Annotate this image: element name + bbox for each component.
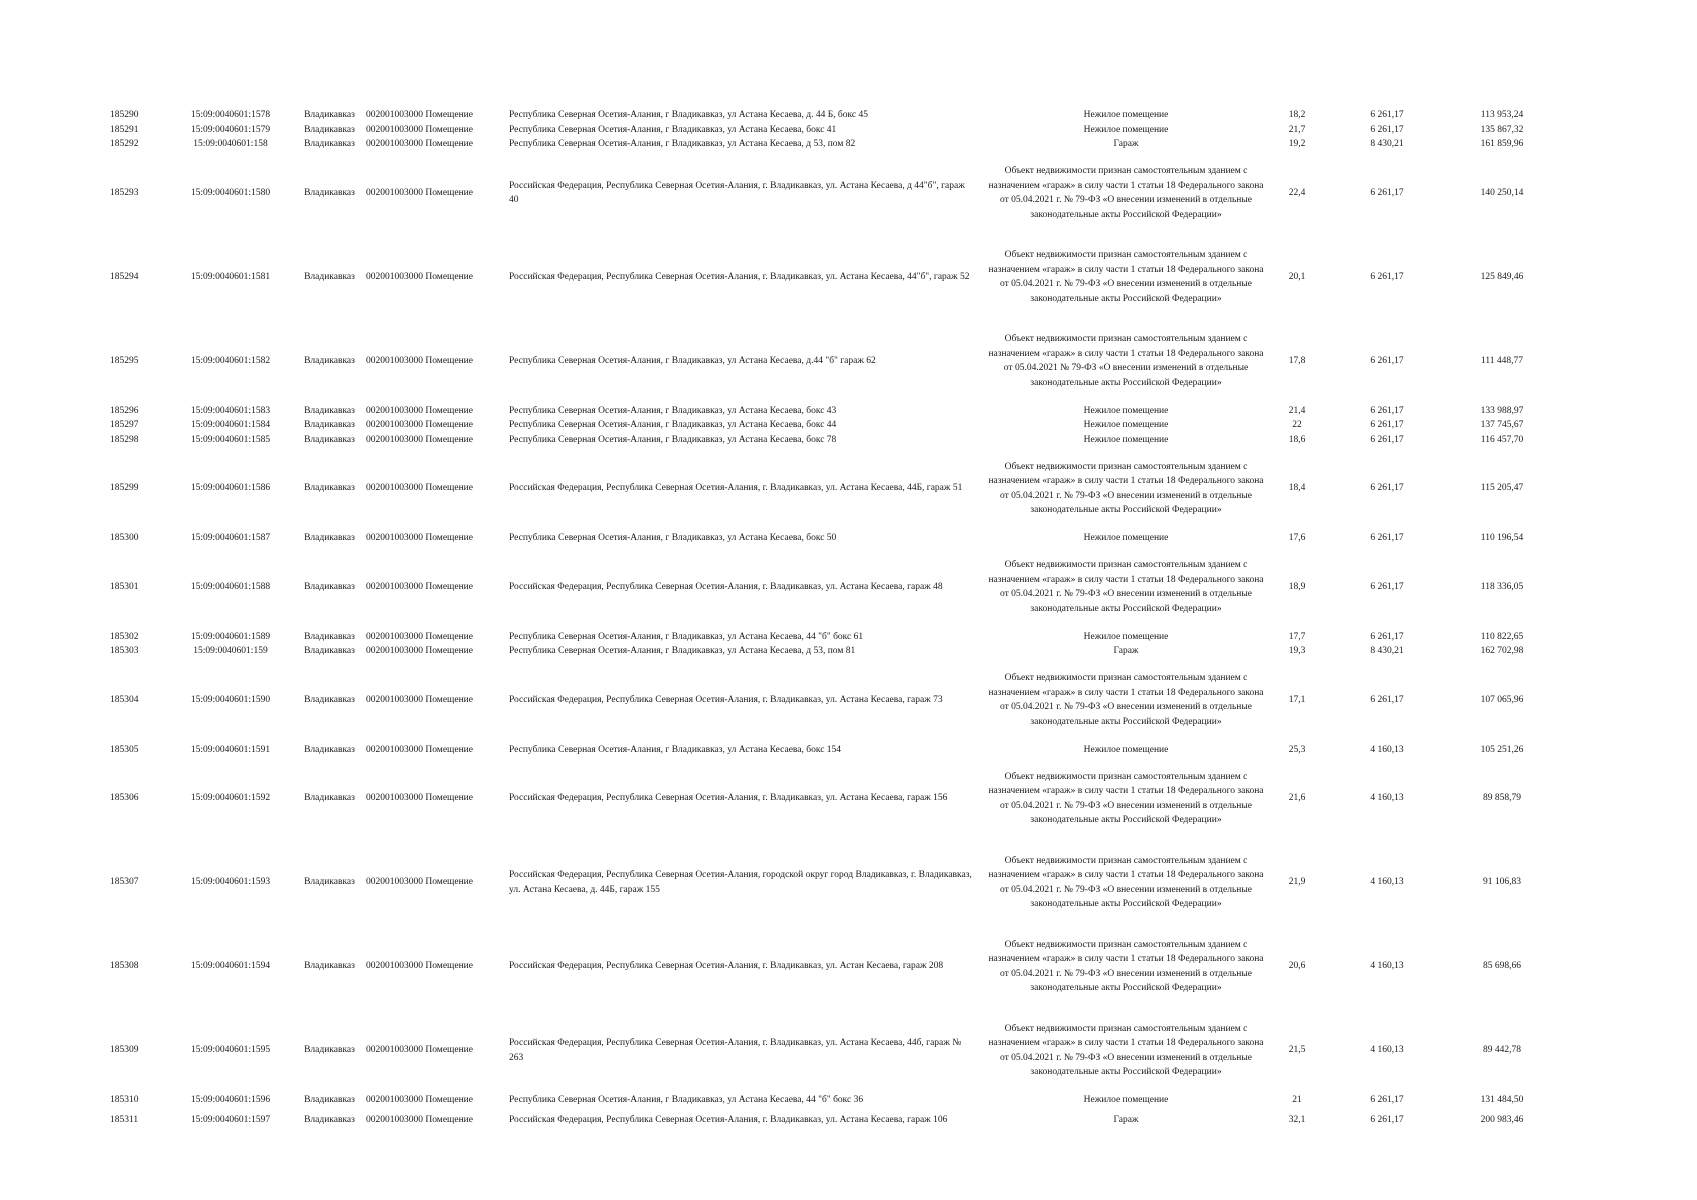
city-cell: Владикавказ bbox=[304, 124, 355, 135]
address-cell: Республика Северная Осетия-Алания, г Владикавказ, ул Астана Кесаева, бокс 154 bbox=[509, 744, 842, 755]
purpose-cell: Объект недвижимости признан самостоятельным зданием с назначением «гараж» в силу части 1 статьи 18 Федерального закона от 05.04.2021 г. № 79-ФЗ «О внесении изменений в отдельные законодательные акты Российской Федерации» bbox=[988, 461, 1264, 515]
cadastral-value-cell: 89 442,78 bbox=[1483, 1045, 1521, 1056]
rate-cell: 6 261,17 bbox=[1370, 1095, 1404, 1105]
area-cell: 19,3 bbox=[1288, 646, 1306, 656]
object-type-cell: 002001003000 Помещение bbox=[366, 581, 473, 592]
area-cell: 32,1 bbox=[1288, 1115, 1306, 1126]
area-cell: 17,6 bbox=[1288, 533, 1306, 543]
table-row bbox=[110, 743, 1557, 758]
object-type-cell: 002001003000 Помещение bbox=[366, 694, 473, 705]
rate-cell: 6 261,17 bbox=[1370, 581, 1404, 592]
rate-cell: 6 261,17 bbox=[1370, 694, 1404, 705]
cadastral-value-cell: 125 849,46 bbox=[1480, 271, 1524, 282]
rate-cell: 4 160,13 bbox=[1370, 961, 1404, 972]
object-type-cell: 002001003000 Помещение bbox=[366, 139, 473, 149]
purpose-cell: Нежилое помещение bbox=[1083, 110, 1169, 120]
row-number: 185306 bbox=[110, 793, 139, 804]
cadastral-value-cell: 110 196,54 bbox=[1480, 533, 1524, 543]
object-type-cell: 002001003000 Помещение bbox=[366, 1095, 473, 1105]
cadastral-number: 15:09:0040601:1590 bbox=[190, 694, 271, 705]
cadastral-value-cell: 131 484,50 bbox=[1480, 1095, 1524, 1105]
row-number: 185303 bbox=[110, 646, 139, 656]
address-cell: Республика Северная Осетия-Алания, г Владикавказ, ул Астана Кесаева, д 53, пом 82 bbox=[509, 139, 856, 149]
purpose-cell: Объект недвижимости признан самостоятельным зданием с назначением «гараж» в силу части 1 статьи 18 Федерального закона от 05.04.2021 г. № 79-ФЗ «О внесении изменений в отдельные законодательные акты Российской Федерации» bbox=[988, 250, 1264, 304]
object-type-cell: 002001003000 Помещение bbox=[366, 405, 473, 416]
city-cell: Владикавказ bbox=[304, 271, 355, 282]
row-number: 185296 bbox=[110, 405, 139, 416]
area-cell: 18,4 bbox=[1288, 483, 1306, 494]
object-type-cell: 002001003000 Помещение bbox=[366, 434, 473, 445]
cadastral-value-cell: 110 822,65 bbox=[1480, 631, 1524, 642]
cadastral-number: 15:09:0040601:1591 bbox=[190, 744, 271, 755]
cadastral-number: 15:09:0040601:1588 bbox=[190, 581, 271, 592]
object-type-cell: 002001003000 Помещение bbox=[366, 110, 473, 120]
address-cell: Российская Федерация, Республика Северная Осетия-Алания, г. Владикавказ, ул. Астана Кесаева, гараж 73 bbox=[509, 694, 943, 705]
object-type-cell: 002001003000 Помещение bbox=[366, 483, 473, 494]
row-number: 185295 bbox=[110, 355, 139, 366]
row-number: 185309 bbox=[110, 1045, 139, 1056]
purpose-cell: Объект недвижимости признан самостоятельным зданием с назначением «гараж» в силу части 1 статьи 18 Федерального закона от 05.04.2021 г. № 79-ФЗ «О внесении изменений в отдельные законодательные акты Российской Федерации» bbox=[988, 560, 1264, 614]
object-type-cell: 002001003000 Помещение bbox=[366, 355, 473, 366]
cadastral-number: 15:09:0040601:1594 bbox=[190, 961, 271, 972]
purpose-cell: Объект недвижимости признан самостоятельным зданием с назначением «гараж» в силу части 1 статьи 18 Федерального закона от 05.04.2021 г. № 79-ФЗ «О внесении изменений в отдельные законодательные акты Российской Федерации» bbox=[988, 1023, 1264, 1077]
table-row bbox=[110, 841, 1557, 925]
area-cell: 18,2 bbox=[1288, 110, 1306, 120]
area-cell: 21 bbox=[1292, 1095, 1302, 1105]
purpose-cell: Гараж bbox=[1113, 139, 1139, 149]
city-cell: Владикавказ bbox=[304, 139, 355, 149]
row-number: 185293 bbox=[110, 187, 139, 198]
address-cell: Российская Федерация, Республика Северная Осетия-Алания, городской округ город Владикавказ, г. Владикавказ, ул. Астана Кесаева, д. 44Б, гараж 155 bbox=[509, 870, 972, 895]
table-row bbox=[110, 757, 1557, 841]
object-type-cell: 002001003000 Помещение bbox=[366, 793, 473, 804]
purpose-cell: Нежилое помещение bbox=[1083, 631, 1169, 642]
area-cell: 20,1 bbox=[1288, 271, 1306, 282]
purpose-cell: Объект недвижимости признан самостоятельным зданием с назначением «гараж» в силу части 1 статьи 18 Федерального закона от 05.04.2021 г. № 79-ФЗ «О внесении изменений в отдельные законодательные акты Российской Федерации» bbox=[988, 855, 1264, 909]
cadastral-number: 15:09:0040601:1596 bbox=[190, 1095, 271, 1105]
cadastral-value-cell: 137 745,67 bbox=[1480, 420, 1524, 430]
row-number: 185307 bbox=[110, 877, 139, 888]
address-cell: Российская Федерация, Республика Северная Осетия-Алания, г. Владикавказ, ул. Астан Кесаева, гараж 208 bbox=[509, 961, 944, 972]
row-number: 185294 bbox=[110, 271, 139, 282]
cadastral-value-cell: 107 065,96 bbox=[1480, 694, 1524, 705]
object-type-cell: 002001003000 Помещение bbox=[366, 631, 473, 642]
rate-cell: 6 261,17 bbox=[1370, 631, 1404, 642]
cadastral-value-cell: 135 867,32 bbox=[1480, 124, 1524, 135]
object-type-cell: 002001003000 Помещение bbox=[366, 646, 473, 656]
address-cell: Российская Федерация, Республика Северная Осетия-Алания, г. Владикавказ, ул. Астана Кесаева, гараж 156 bbox=[509, 793, 948, 804]
table-row bbox=[110, 630, 1557, 645]
row-number: 185299 bbox=[110, 483, 139, 494]
object-type-cell: 002001003000 Помещение bbox=[366, 420, 473, 430]
city-cell: Владикавказ bbox=[304, 434, 355, 445]
address-cell: Республика Северная Осетия-Алания, г Владикавказ, ул Астана Кесаева, бокс 50 bbox=[509, 533, 837, 543]
purpose-cell: Нежилое помещение bbox=[1083, 434, 1169, 445]
city-cell: Владикавказ bbox=[304, 355, 355, 366]
object-type-cell: 002001003000 Помещение bbox=[366, 533, 473, 543]
address-cell: Республика Северная Осетия-Алания, г Владикавказ, ул Астана Кесаева, 44 "б" бокс 61 bbox=[509, 631, 864, 642]
cadastral-value-cell: 200 983,46 bbox=[1480, 1115, 1524, 1126]
rate-cell: 4 160,13 bbox=[1370, 1045, 1404, 1056]
city-cell: Владикавказ bbox=[304, 1045, 355, 1056]
table-row bbox=[110, 659, 1557, 743]
cadastral-value-cell: 140 250,14 bbox=[1480, 187, 1524, 198]
purpose-cell: Гараж bbox=[1113, 646, 1139, 656]
city-cell: Владикавказ bbox=[304, 744, 355, 755]
cadastral-value-cell: 111 448,77 bbox=[1480, 355, 1524, 366]
city-cell: Владикавказ bbox=[304, 581, 355, 592]
address-cell: Республика Северная Осетия-Алания, г Владикавказ, ул Астана Кесаева, бокс 44 bbox=[509, 420, 837, 430]
cadastral-value-cell: 85 698,66 bbox=[1483, 961, 1521, 972]
row-number: 185301 bbox=[110, 581, 139, 592]
city-cell: Владикавказ bbox=[304, 646, 355, 656]
rate-cell: 6 261,17 bbox=[1370, 124, 1404, 135]
rate-cell: 6 261,17 bbox=[1370, 1115, 1404, 1126]
cadastral-value-cell: 118 336,05 bbox=[1480, 581, 1524, 592]
table-row bbox=[110, 447, 1557, 531]
table-row bbox=[110, 320, 1557, 404]
cadastral-number: 15:09:0040601:1587 bbox=[190, 533, 271, 543]
address-cell: Республика Северная Осетия-Алания, г Владикавказ, ул Астана Кесаева, 44 "б" бокс 36 bbox=[509, 1095, 864, 1105]
address-cell: Республика Северная Осетия-Алания, г Владикавказ, ул Астана Кесаева, д.44 "б" гараж 62 bbox=[509, 355, 876, 366]
area-cell: 20,6 bbox=[1288, 961, 1306, 972]
purpose-cell: Нежилое помещение bbox=[1083, 1095, 1169, 1105]
object-type-cell: 002001003000 Помещение bbox=[366, 961, 473, 972]
cadastral-number: 15:09:0040601:1581 bbox=[190, 271, 271, 282]
cadastral-number: 15:09:0040601:1578 bbox=[190, 110, 271, 120]
table-row bbox=[110, 108, 1557, 123]
area-cell: 21,9 bbox=[1288, 877, 1306, 888]
cadastral-number: 15:09:0040601:1597 bbox=[190, 1115, 271, 1126]
cadastral-number: 15:09:0040601:1585 bbox=[190, 434, 271, 445]
rate-cell: 4 160,13 bbox=[1370, 744, 1404, 755]
rate-cell: 6 261,17 bbox=[1370, 187, 1404, 198]
table-row bbox=[110, 123, 1557, 138]
address-cell: Республика Северная Осетия-Алания, г Владикавказ, ул Астана Кесаева, бокс 41 bbox=[509, 124, 837, 135]
table-row bbox=[110, 644, 1557, 659]
object-type-cell: 002001003000 Помещение bbox=[366, 877, 473, 888]
cadastral-value-cell: 91 106,83 bbox=[1483, 877, 1521, 888]
cadastral-number: 15:09:0040601:1582 bbox=[190, 355, 271, 366]
rate-cell: 6 261,17 bbox=[1370, 355, 1404, 366]
row-number: 185308 bbox=[110, 961, 139, 972]
cadastral-value-cell: 115 205,47 bbox=[1480, 483, 1524, 494]
cadastral-number: 15:09:0040601:1584 bbox=[190, 420, 271, 430]
cadastral-number: 15:09:0040601:1593 bbox=[190, 877, 271, 888]
address-cell: Республика Северная Осетия-Алания, г Владикавказ, ул Астана Кесаева, д. 44 Б, бокс 45 bbox=[509, 110, 868, 120]
address-cell: Российская Федерация, Республика Северная Осетия-Алания, г. Владикавказ, ул. Астана Кесаева, гараж 48 bbox=[509, 581, 943, 592]
row-number: 185297 bbox=[110, 420, 139, 430]
city-cell: Владикавказ bbox=[304, 877, 355, 888]
row-number: 185305 bbox=[110, 744, 139, 755]
object-type-cell: 002001003000 Помещение bbox=[366, 124, 473, 135]
city-cell: Владикавказ bbox=[304, 1115, 355, 1126]
cadastral-value-cell: 116 457,70 bbox=[1480, 434, 1524, 445]
row-number: 185292 bbox=[110, 139, 139, 149]
address-cell: Республика Северная Осетия-Алания, г Владикавказ, ул Астана Кесаева, бокс 43 bbox=[509, 405, 837, 416]
rate-cell: 4 160,13 bbox=[1370, 877, 1404, 888]
cadastral-number: 15:09:0040601:1589 bbox=[190, 631, 271, 642]
city-cell: Владикавказ bbox=[304, 694, 355, 705]
area-cell: 18,9 bbox=[1288, 581, 1306, 592]
property-registry-table bbox=[110, 108, 1557, 1132]
purpose-cell: Нежилое помещение bbox=[1083, 124, 1169, 135]
object-type-cell: 002001003000 Помещение bbox=[366, 744, 473, 755]
object-type-cell: 002001003000 Помещение bbox=[366, 187, 473, 198]
purpose-cell: Нежилое помещение bbox=[1083, 405, 1169, 416]
cadastral-number: 15:09:0040601:158 bbox=[193, 139, 268, 149]
cadastral-value-cell: 161 859,96 bbox=[1480, 139, 1524, 149]
area-cell: 21,6 bbox=[1288, 793, 1306, 804]
cadastral-value-cell: 89 858,79 bbox=[1483, 793, 1521, 804]
table-row bbox=[110, 925, 1557, 1009]
city-cell: Владикавказ bbox=[304, 961, 355, 972]
purpose-cell: Нежилое помещение bbox=[1083, 420, 1169, 430]
row-number: 185304 bbox=[110, 694, 139, 705]
row-number: 185300 bbox=[110, 533, 139, 543]
object-type-cell: 002001003000 Помещение bbox=[366, 271, 473, 282]
area-cell: 18,6 bbox=[1288, 434, 1306, 445]
cadastral-value-cell: 162 702,98 bbox=[1480, 646, 1524, 656]
row-number: 185311 bbox=[110, 1115, 139, 1126]
area-cell: 17,7 bbox=[1288, 631, 1306, 642]
cadastral-number: 15:09:0040601:1592 bbox=[190, 793, 271, 804]
address-cell: Российская Федерация, Республика Северная Осетия-Алания, г. Владикавказ, ул. Астана Кесаева, гараж 106 bbox=[509, 1115, 948, 1126]
cadastral-value-cell: 105 251,26 bbox=[1480, 744, 1524, 755]
cadastral-number: 15:09:0040601:159 bbox=[193, 646, 268, 656]
purpose-cell: Нежилое помещение bbox=[1083, 744, 1169, 755]
purpose-cell: Объект недвижимости признан самостоятельным зданием с назначением «гараж» в силу части 1 статьи 18 Федерального закона от 05.04.2021 г. № 79-ФЗ «О внесении изменений в отдельные законодательные акты Российской Федерации» bbox=[988, 673, 1264, 727]
city-cell: Владикавказ bbox=[304, 405, 355, 416]
rate-cell: 8 430,21 bbox=[1370, 139, 1404, 149]
city-cell: Владикавказ bbox=[304, 420, 355, 430]
rate-cell: 6 261,17 bbox=[1370, 533, 1404, 543]
city-cell: Владикавказ bbox=[304, 631, 355, 642]
address-cell: Республика Северная Осетия-Алания, г Владикавказ, ул Астана Кесаева, бокс 78 bbox=[509, 434, 837, 445]
area-cell: 22 bbox=[1292, 420, 1302, 430]
table-row bbox=[110, 137, 1557, 152]
rate-cell: 4 160,13 bbox=[1370, 793, 1404, 804]
purpose-cell: Объект недвижимости признан самостоятельным зданием с назначением «гараж» в силу части 1 статьи 18 Федерального закона от 05.04.2021 г. № 79-ФЗ «О внесении изменений в отдельные законодательные акты Российской Федерации» bbox=[988, 166, 1264, 220]
rate-cell: 6 261,17 bbox=[1370, 271, 1404, 282]
table-row bbox=[110, 433, 1557, 448]
table-row bbox=[110, 404, 1557, 419]
table-row bbox=[110, 531, 1557, 546]
rate-cell: 6 261,17 bbox=[1370, 110, 1404, 120]
city-cell: Владикавказ bbox=[304, 483, 355, 494]
area-cell: 21,4 bbox=[1288, 405, 1306, 416]
city-cell: Владикавказ bbox=[304, 187, 355, 198]
area-cell: 17,8 bbox=[1288, 355, 1306, 366]
table-row bbox=[110, 1009, 1557, 1093]
purpose-cell: Объект недвижимости признан самостоятельным зданием с назначением «гараж» в силу части 1 статьи 18 Федерального закона от 05.04.2021 г. № 79-ФЗ «О внесении изменений в отдельные законодательные акты Российской Федерации» bbox=[988, 771, 1264, 825]
cadastral-number: 15:09:0040601:1583 bbox=[190, 405, 271, 416]
rate-cell: 6 261,17 bbox=[1370, 420, 1404, 430]
table-row bbox=[110, 418, 1557, 433]
purpose-cell: Объект недвижимости признан самостоятельным зданием с назначением «гараж» в силу части 1 статьи 18 Федерального закона от 05.04.2021 г. № 79-ФЗ «О внесении изменений в отдельные законодательные акты Российской Федерации» bbox=[988, 939, 1264, 993]
rate-cell: 6 261,17 bbox=[1370, 405, 1404, 416]
address-cell: Российская Федерация, Республика Северная Осетия-Алания, г. Владикавказ, ул. Астана Кесаева, д 44"б", гараж 40 bbox=[509, 180, 965, 205]
cadastral-value-cell: 133 988,97 bbox=[1480, 405, 1524, 416]
area-cell: 17,1 bbox=[1288, 694, 1306, 705]
table-body bbox=[110, 108, 1557, 1132]
table-row bbox=[110, 152, 1557, 236]
row-number: 185298 bbox=[110, 434, 139, 445]
city-cell: Владикавказ bbox=[304, 793, 355, 804]
table-row bbox=[110, 236, 1557, 320]
purpose-cell: Гараж bbox=[1113, 1115, 1139, 1126]
object-type-cell: 002001003000 Помещение bbox=[366, 1115, 473, 1126]
object-type-cell: 002001003000 Помещение bbox=[366, 1045, 473, 1056]
cadastral-number: 15:09:0040601:1580 bbox=[190, 187, 271, 198]
purpose-cell: Нежилое помещение bbox=[1083, 533, 1169, 543]
address-cell: Республика Северная Осетия-Алания, г Владикавказ, ул Астана Кесаева, д 53, пом 81 bbox=[509, 646, 856, 656]
area-cell: 19,2 bbox=[1288, 139, 1306, 149]
table-row bbox=[110, 1093, 1557, 1108]
city-cell: Владикавказ bbox=[304, 110, 355, 120]
area-cell: 21,5 bbox=[1288, 1045, 1306, 1056]
rate-cell: 8 430,21 bbox=[1370, 646, 1404, 656]
city-cell: Владикавказ bbox=[304, 1095, 355, 1105]
table-row bbox=[110, 1108, 1557, 1132]
row-number: 185310 bbox=[110, 1095, 139, 1105]
area-cell: 25,3 bbox=[1288, 744, 1306, 755]
rate-cell: 6 261,17 bbox=[1370, 434, 1404, 445]
city-cell: Владикавказ bbox=[304, 533, 355, 543]
row-number: 185291 bbox=[110, 124, 139, 135]
table-row bbox=[110, 546, 1557, 630]
rate-cell: 6 261,17 bbox=[1370, 483, 1404, 494]
address-cell: Российская Федерация, Республика Северная Осетия-Алания, г. Владикавказ, ул. Астана Кесаева, 44Б, гараж 51 bbox=[509, 483, 963, 494]
area-cell: 21,7 bbox=[1288, 124, 1306, 135]
area-cell: 22,4 bbox=[1288, 187, 1306, 198]
cadastral-number: 15:09:0040601:1595 bbox=[190, 1045, 271, 1056]
address-cell: Российская Федерация, Республика Северная Осетия-Алания, г. Владикавказ, ул. Астана Кесаева, 44"б", гараж 52 bbox=[509, 271, 970, 282]
purpose-cell: Объект недвижимости признан самостоятельным зданием с назначением «гараж» в силу части 1 статьи 18 Федерального закона от 05.04.2021 № 79-ФЗ «О внесении изменений в отдельные законодательные акты Российской Федерации» bbox=[988, 334, 1264, 388]
cadastral-number: 15:09:0040601:1586 bbox=[190, 483, 271, 494]
row-number: 185302 bbox=[110, 631, 139, 642]
cadastral-value-cell: 113 953,24 bbox=[1480, 110, 1524, 120]
row-number: 185290 bbox=[110, 110, 139, 120]
address-cell: Российская Федерация, Республика Северная Осетия-Алания, г. Владикавказ, ул. Астана Кесаева, 44б, гараж № 263 bbox=[509, 1038, 962, 1063]
cadastral-number: 15:09:0040601:1579 bbox=[190, 124, 271, 135]
